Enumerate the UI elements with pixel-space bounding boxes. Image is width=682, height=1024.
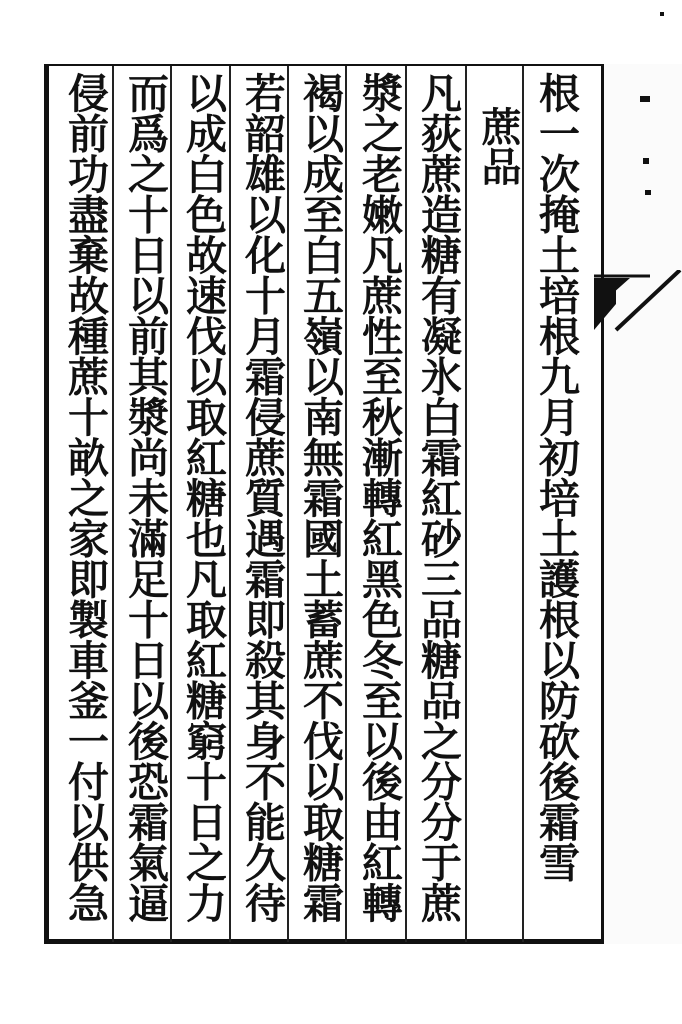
text-column-8: 而爲之十日以前其漿尚未滿足十日以後恐霜氣逼 [121,72,169,923]
edge-mark [643,158,649,164]
text-column-1: 根一次掩土培根九月初培土護根以防砍後霜雪 [532,72,580,882]
page-edge [604,64,682,944]
section-heading: 蔗品 [475,106,522,186]
text-column-5: 褐以成至白五嶺以南無霜國土蓄蔗不伐以取糖霜 [296,72,344,923]
edge-mark [660,12,664,16]
edge-mark [640,96,650,102]
edge-mark [645,190,651,195]
text-column-6: 若韶雄以化十月霜侵蔗質遇霜即殺其身不能久待 [238,72,286,923]
column-rule [405,66,407,942]
text-column-9: 侵前功盡棄故種蔗十畝之家即製車釜一付以供急 [61,72,109,923]
text-column-3: 凡荻蔗造糖有凝氷白霜紅砂三品糖品之分分于蔗 [414,72,462,923]
column-rule [112,66,114,942]
text-column-4: 漿之老嫩凡蔗性至秋漸轉紅黑色冬至以後由紅轉 [355,72,403,923]
column-rule [465,66,467,942]
text-column-7: 以成白色故速伐以取紅糖也凡取紅糖窮十日之力 [179,72,227,923]
fishtail-marker [590,270,682,340]
column-rule [229,66,231,942]
